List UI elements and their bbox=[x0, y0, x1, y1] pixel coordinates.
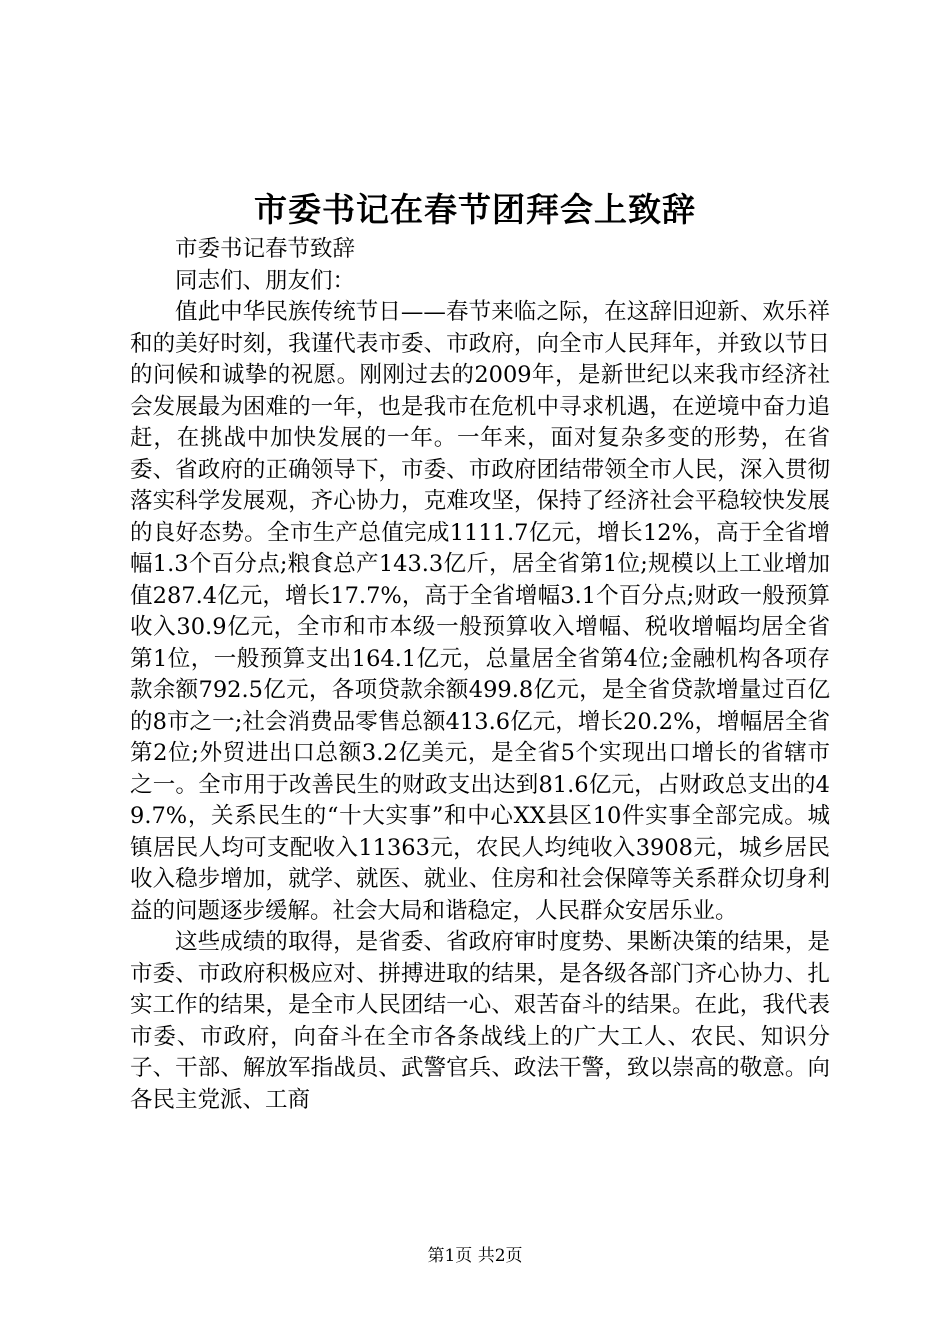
paragraph-achievements: 值此中华民族传统节日——春节来临之际，在这辞旧迎新、欢乐祥和的美好时刻，我谨代表市委、市政府，向全市人民拜年，并致以节日的问候和诚挚的祝愿。刚刚过去的2009年，是新世纪以来我市经济社会发展最为困难的一年，也是我市在危机中寻求机遇，在逆境中奋力追赶，在挑战中加快发展的一年。一年来，面对复杂多变的形势，在省委、省政府的正确领导下，市委、市政府团结带领全市人民，深入贯彻落实科学发展观，齐心协力，克难攻坚，保持了经济社会平稳较快发展的良好态势。全市生产总值完成1111.7亿元，增长12%，高于全省增幅1.3个百分点;粮食总产143.3亿斤，居全省第1位;规模以上工业增加值287.4亿元，增长17.7%，高于全省增幅3.1个百分点;财政一般预算收入30.9亿元，全市和市本级一般预算收入增幅、税收增幅均居全省第1位，一般预算支出164.1亿元，总量居全省第4位;金融机构各项存款余额792.5亿元，各项贷款余额499.8亿元，是全省贷款增量过百亿的8市之一;社会消费品零售总额413.6亿元，增长20.2%，增幅居全省第2位;外贸进出口总额3.2亿美元，是全省5个实现出口增长的省辖市之一。全市用于改善民生的财政支出达到81.6亿元，占财政总支出的49.7%，关系民生的“十大实事”和中心XX县区10件实事全部完成。城镇居民人均可支配收入11363元，农民人均纯收入3908元，城乡居民收入稳步增加，就学、就医、就业、住房和社会保障等关系群众切身利益的问题逐步缓解。社会大局和谐稳定，人民群众安居乐业。 bbox=[130, 299, 830, 924]
document-body bbox=[130, 234, 830, 1116]
page-footer bbox=[0, 1244, 950, 1268]
page-number-current: 第1页 bbox=[427, 1246, 473, 1266]
page-number-total: 共2页 bbox=[477, 1246, 523, 1266]
document-title: 市委书记在春节团拜会上致辞 bbox=[254, 190, 696, 229]
paragraph-thanks: 这些成绩的取得，是省委、省政府审时度势、果断决策的结果，是市委、市政府积极应对、拼搏进取的结果，是各级各部门齐心协力、扎实工作的结果，是全市人民团结一心、艰苦奋斗的结果。在此，我代表市委、市政府，向奋斗在全市各条战线上的广大工人、农民、知识分子、干部、解放军指战员、武警官兵、政法干警，致以崇高的敬意。向各民主党派、工商 bbox=[130, 929, 830, 1113]
paragraph-salutation: 同志们、朋友们： bbox=[175, 267, 356, 294]
paragraph-subtitle: 市委书记春节致辞 bbox=[175, 236, 356, 262]
